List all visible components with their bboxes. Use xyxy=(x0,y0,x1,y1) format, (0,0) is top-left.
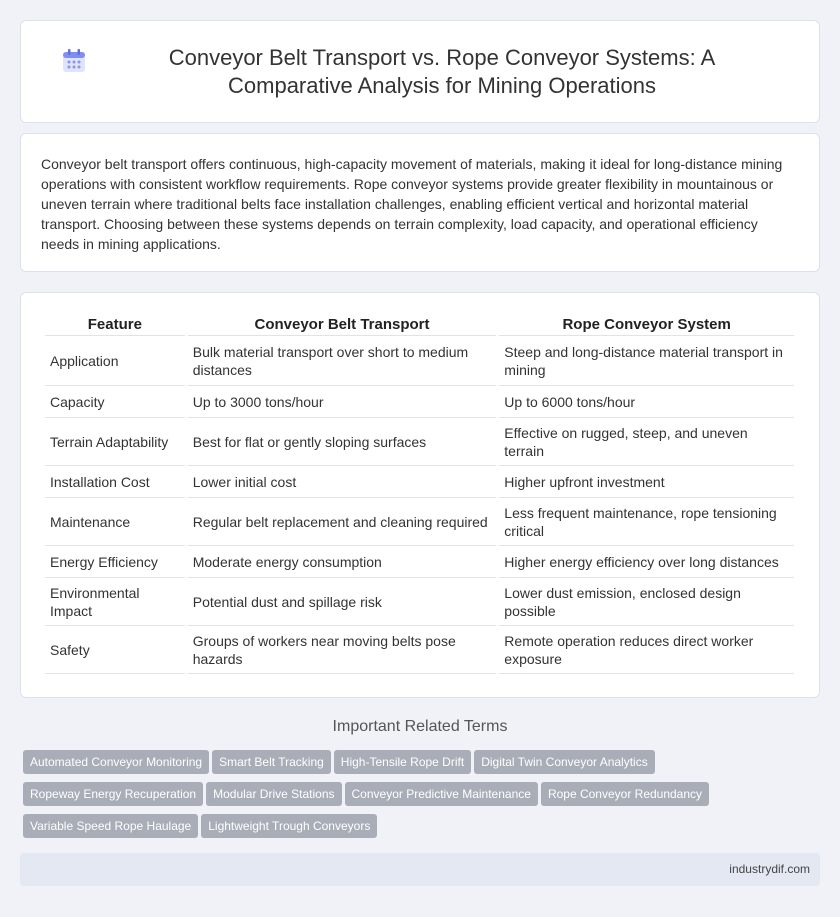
comparison-table xyxy=(42,313,797,674)
table-header-row xyxy=(45,313,794,336)
comparison-card xyxy=(20,292,820,698)
rope-cell: Remote operation reduces direct worker exposure xyxy=(499,626,794,674)
table-row xyxy=(45,626,794,674)
footer-site-link[interactable]: industrydif.com xyxy=(729,862,810,876)
belt-cell: Lower initial cost xyxy=(188,466,497,498)
related-terms-list xyxy=(23,750,823,846)
column-header-rope-conveyor: Rope Conveyor System xyxy=(499,313,794,336)
belt-cell: Best for flat or gently sloping surfaces xyxy=(188,418,497,466)
related-term-tag[interactable]: Lightweight Trough Conveyors xyxy=(201,814,377,838)
rope-cell: Higher upfront investment xyxy=(499,466,794,498)
belt-cell: Potential dust and spillage risk xyxy=(188,578,497,626)
feature-cell: Safety xyxy=(45,626,185,674)
calendar-icon xyxy=(61,48,87,74)
belt-cell: Regular belt replacement and cleaning required xyxy=(188,498,497,546)
related-term-tag[interactable]: Digital Twin Conveyor Analytics xyxy=(474,750,655,774)
rope-cell: Effective on rugged, steep, and uneven terrain xyxy=(499,418,794,466)
belt-cell: Bulk material transport over short to medium distances xyxy=(188,336,497,386)
intro-card xyxy=(20,133,820,272)
column-header-feature: Feature xyxy=(45,313,185,336)
table-row xyxy=(45,578,794,626)
title-card xyxy=(20,20,820,123)
column-header-conveyor-belt: Conveyor Belt Transport xyxy=(188,313,497,336)
rope-cell: Less frequent maintenance, rope tensioning critical xyxy=(499,498,794,546)
belt-cell: Groups of workers near moving belts pose hazards xyxy=(188,626,497,674)
related-terms-heading: Important Related Terms xyxy=(332,718,508,735)
feature-cell: Energy Efficiency xyxy=(45,546,185,578)
related-term-tag[interactable]: Automated Conveyor Monitoring xyxy=(23,750,209,774)
footer xyxy=(20,853,820,886)
rope-cell: Up to 6000 tons/hour xyxy=(499,386,794,418)
table-row xyxy=(45,498,794,546)
page-title: Conveyor Belt Transport vs. Rope Conveyor Systems: A Comparative Analysis for Mining Operations xyxy=(168,44,716,98)
table-row xyxy=(45,466,794,498)
table-row xyxy=(45,546,794,578)
belt-cell: Up to 3000 tons/hour xyxy=(188,386,497,418)
related-term-tag[interactable]: Smart Belt Tracking xyxy=(212,750,331,774)
feature-cell: Terrain Adaptability xyxy=(45,418,185,466)
belt-cell: Moderate energy consumption xyxy=(188,546,497,578)
table-row xyxy=(45,386,794,418)
intro-paragraph: Conveyor belt transport offers continuous, high-capacity movement of materials, making it ideal for long-distance mining operations with consistent workflow requirements. Rope conveyor systems provide greater flexibility in mountainous or uneven terrain where traditional belts face installation challenges, enabling efficient vertical and horizontal material transport. Choosing between these systems depends on terrain complexity, load capacity, and operational efficiency needs in mining applications. xyxy=(41,156,783,252)
related-term-tag[interactable]: Conveyor Predictive Maintenance xyxy=(345,782,538,806)
feature-cell: Environmental Impact xyxy=(45,578,185,626)
related-term-tag[interactable]: Ropeway Energy Recuperation xyxy=(23,782,203,806)
table-row xyxy=(45,336,794,386)
feature-cell: Maintenance xyxy=(45,498,185,546)
rope-cell: Higher energy efficiency over long distances xyxy=(499,546,794,578)
table-row xyxy=(45,418,794,466)
rope-cell: Lower dust emission, enclosed design possible xyxy=(499,578,794,626)
rope-cell: Steep and long-distance material transport in mining xyxy=(499,336,794,386)
related-term-tag[interactable]: Rope Conveyor Redundancy xyxy=(541,782,709,806)
related-term-tag[interactable]: Variable Speed Rope Haulage xyxy=(23,814,198,838)
related-term-tag[interactable]: Modular Drive Stations xyxy=(206,782,341,806)
feature-cell: Application xyxy=(45,336,185,386)
feature-cell: Installation Cost xyxy=(45,466,185,498)
related-term-tag[interactable]: High-Tensile Rope Drift xyxy=(334,750,471,774)
feature-cell: Capacity xyxy=(45,386,185,418)
